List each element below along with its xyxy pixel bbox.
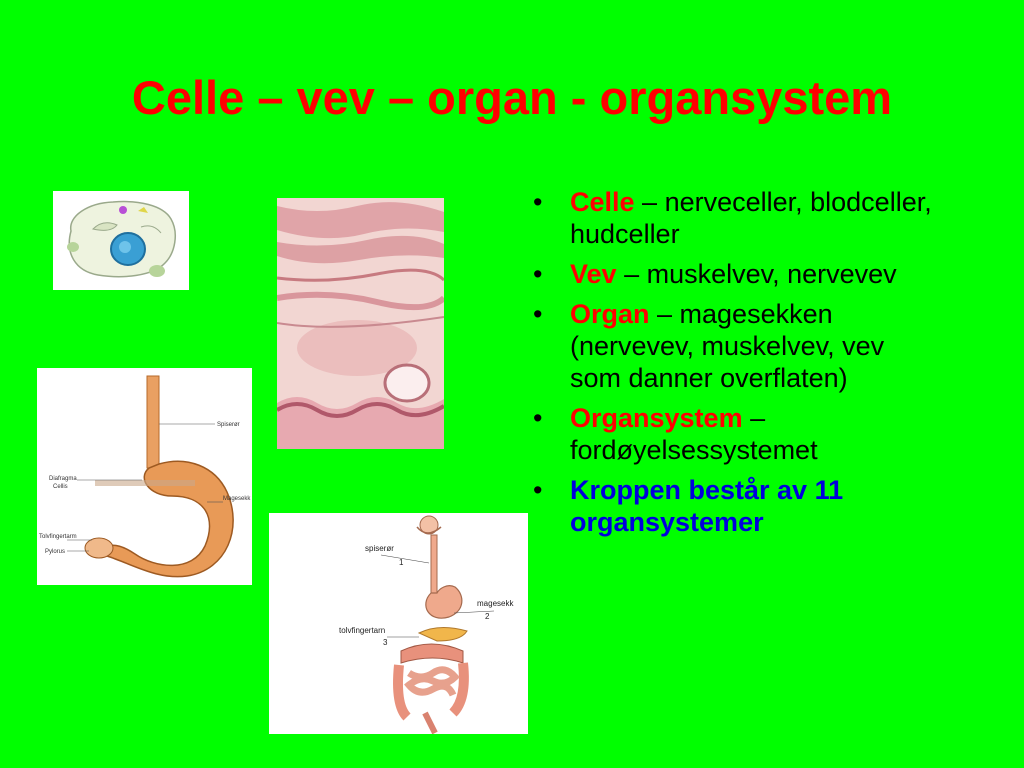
stomach-illustration bbox=[37, 368, 252, 585]
label-magesekk: Magesekk bbox=[223, 496, 251, 502]
bullet-text: – magesekken (nervevev, muskelvev, vev som danner overflaten) bbox=[570, 299, 885, 393]
digestive-system-illustration bbox=[269, 513, 528, 734]
bullet-keyword: Organ bbox=[570, 299, 650, 329]
bullet-item-organsystem bbox=[533, 402, 933, 466]
bullet-dot: • bbox=[533, 299, 543, 329]
bullet-item-celle bbox=[533, 186, 933, 250]
label-tolvfingertarm: Tolvfingertarm bbox=[39, 534, 77, 540]
bullet-dot: • bbox=[533, 187, 543, 217]
bullet-text: – fordøyelsessystemet bbox=[570, 403, 818, 465]
label-pylorus: Pylorus bbox=[45, 549, 66, 555]
cell-illustration bbox=[53, 191, 189, 290]
bullet-keyword: Vev bbox=[570, 259, 617, 289]
label-tolvfingertarn: tolvfingertarn bbox=[339, 626, 386, 635]
tissue-micrograph bbox=[277, 198, 444, 449]
label-spiseror: Spiserør bbox=[217, 422, 240, 428]
slide-title: Celle – vev – organ - organsystem bbox=[131, 71, 893, 124]
label-cellis: Cellis bbox=[53, 484, 68, 490]
bullet-item-organ bbox=[533, 298, 933, 394]
bullet-keyword: Celle bbox=[570, 187, 635, 217]
bullet-item-vev bbox=[533, 258, 933, 290]
label-number-1: 1 bbox=[399, 558, 404, 567]
label-number-2: 2 bbox=[485, 612, 490, 621]
label-diafragma: Diafragma bbox=[49, 476, 77, 482]
bullet-dot: • bbox=[533, 403, 543, 433]
bullet-text: – muskelvev, nervevev bbox=[616, 259, 897, 289]
bullet-text: – nerveceller, blodceller, hudceller bbox=[570, 187, 932, 249]
bullet-item-kroppen bbox=[533, 474, 933, 538]
label-magesekk-lower: magesekk bbox=[477, 599, 514, 608]
bullet-keyword: Organsystem bbox=[570, 403, 743, 433]
label-spiseror-lower: spiserør bbox=[365, 544, 394, 553]
bullet-list bbox=[533, 186, 933, 546]
label-number-3: 3 bbox=[383, 638, 388, 647]
bullet-dot: • bbox=[533, 259, 543, 289]
bullet-dot: • bbox=[533, 475, 543, 505]
bullet-highlight-text: Kroppen består av 11 organsystemer bbox=[570, 475, 844, 537]
